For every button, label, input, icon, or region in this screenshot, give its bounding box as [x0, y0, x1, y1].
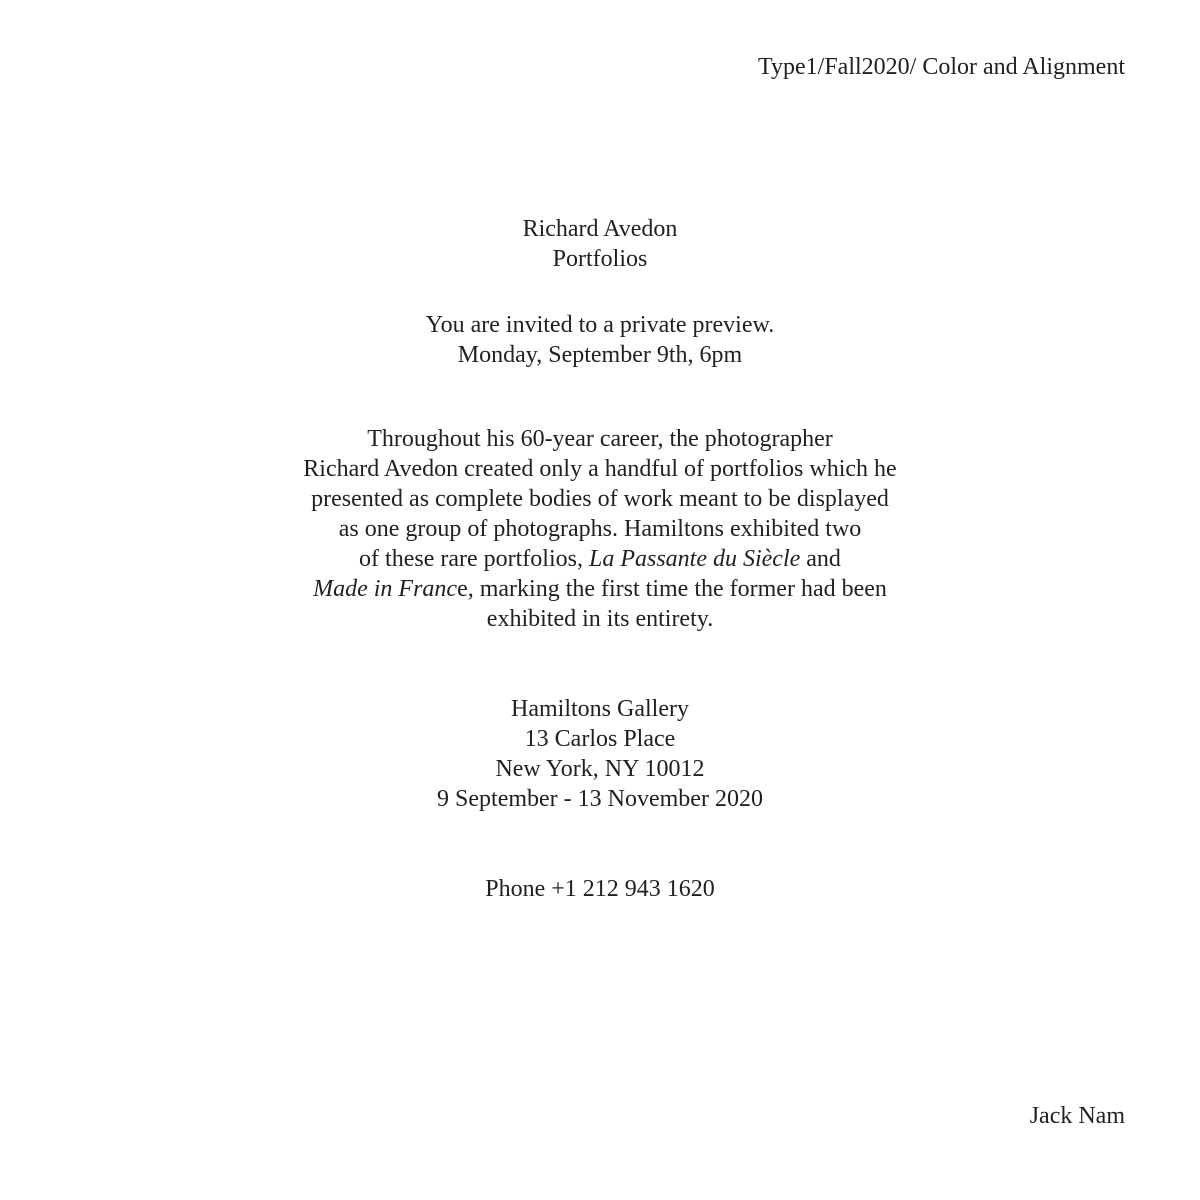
gallery-name: Hamiltons Gallery	[511, 696, 689, 722]
description-line-5-end: and	[800, 546, 841, 572]
portfolio-title-1: La Passante du Siècle	[588, 546, 801, 572]
invitation-line: You are invited to a private preview.	[425, 312, 775, 338]
author-name: Jack Nam	[1029, 1103, 1125, 1129]
course-tag: Type1/Fall2020/ Color and Alignment	[758, 54, 1125, 80]
description-line-3: presented as complete bodies of work meant to be displayed	[311, 486, 889, 512]
phone-number: Phone +1 212 943 1620	[485, 876, 715, 902]
description-line-5	[0, 544, 1200, 574]
exhibition-title: Portfolios	[552, 246, 648, 272]
description-line-6	[0, 574, 1200, 604]
description-line-6-end: e, marking the first time the former had been	[457, 576, 887, 602]
preview-date: Monday, September 9th, 6pm	[457, 342, 743, 368]
venue-block	[0, 694, 1200, 814]
gallery-street: 13 Carlos Place	[524, 726, 676, 752]
description-line-5-start: of these rare portfolios,	[359, 546, 589, 572]
gallery-city: New York, NY 10012	[495, 756, 705, 782]
contact-block	[0, 874, 1200, 904]
artist-name: Richard Avedon	[522, 216, 678, 242]
description-line-2: Richard Avedon created only a handful of portfolios which he	[303, 456, 897, 482]
title-block	[0, 214, 1200, 274]
description-block	[0, 424, 1200, 634]
portfolio-title-2: Made in Franc	[313, 576, 458, 602]
description-line-4: as one group of photographs. Hamiltons exhibited two	[338, 516, 862, 542]
invitation-block	[0, 310, 1200, 370]
description-line-7: exhibited in its entirety.	[486, 606, 714, 632]
exhibition-dates: 9 September - 13 November 2020	[437, 786, 763, 812]
description-line-1: Throughout his 60-year career, the photographer	[367, 426, 833, 452]
